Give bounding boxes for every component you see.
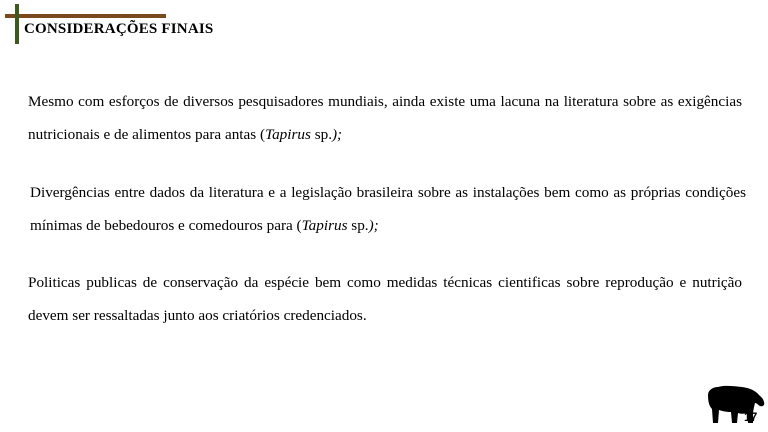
title-accent-vertical-bar <box>15 4 19 44</box>
paragraph-1-sp: sp. <box>310 126 332 143</box>
paragraph-2 <box>30 176 746 242</box>
slide-title: CONSIDERAÇÕES FINAIS <box>24 21 214 37</box>
paragraph-3-text: Politicas publicas de conservação da espécie bem como medidas técnicas cientificas sobre reprodução e nutrição devem ser ressaltadas junto aos criatórios credenciados. <box>28 274 742 324</box>
paragraph-1-closing: ); <box>332 126 343 143</box>
page-number: 17 <box>744 410 758 424</box>
paragraph-1-species: Tapirus <box>265 126 311 143</box>
paragraph-2-closing: ); <box>368 217 379 234</box>
paragraph-2-species: Tapirus <box>301 217 348 234</box>
title-accent-horizontal-bar <box>5 14 166 18</box>
paragraph-2-sp: sp. <box>347 217 369 234</box>
paragraph-1 <box>28 85 742 151</box>
paragraph-2-text: Divergências entre dados da literatura e a legislação brasileira sobre as instalações bem como as próprias condições mínimas de bebedouros e comedouros para ( <box>30 184 746 234</box>
paragraph-1-text: Mesmo com esforços de diversos pesquisadores mundiais, ainda existe uma lacuna na literatura sobre as exigências nutricionais e de alimentos para antas ( <box>28 93 742 143</box>
paragraph-3 <box>28 266 742 332</box>
